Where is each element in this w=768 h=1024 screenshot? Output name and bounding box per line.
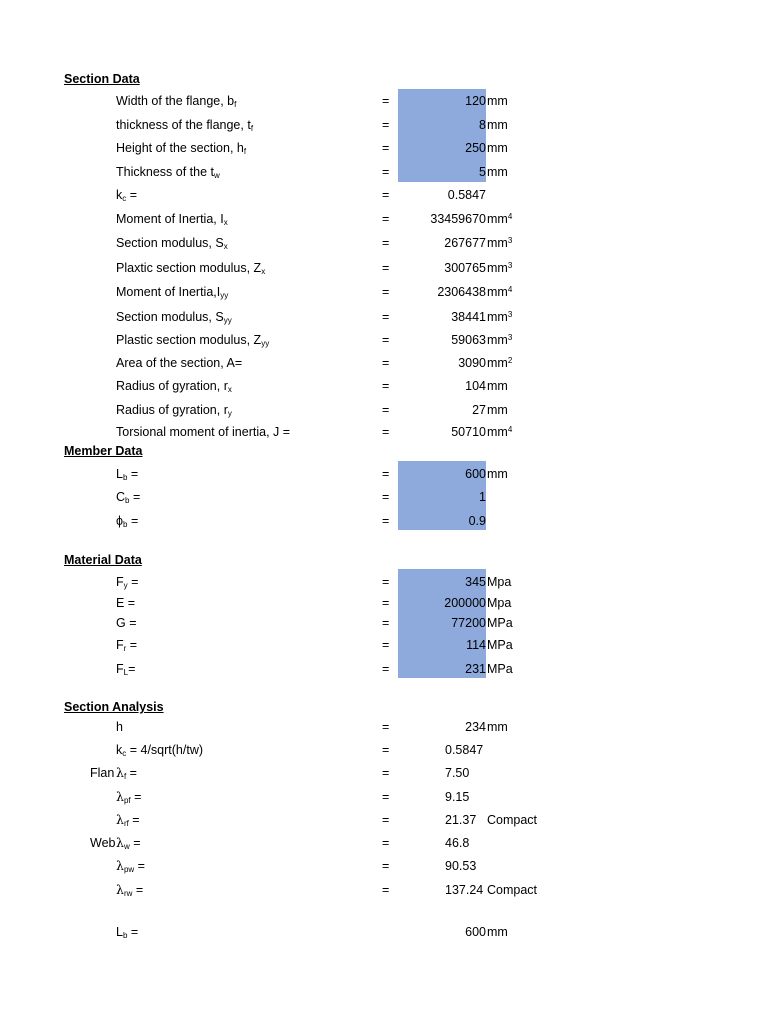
- label-text: Plaxtic section modulus, Z: [116, 261, 262, 275]
- row-unit: Mpa: [487, 575, 512, 589]
- equals-sign: =: [382, 596, 390, 610]
- row-value: 267677: [444, 236, 486, 250]
- side-label: Web: [90, 836, 116, 850]
- row-label: [116, 257, 265, 279]
- equals-sign: =: [382, 310, 390, 324]
- equals-sign: =: [382, 743, 390, 757]
- row-unit: mm: [487, 379, 508, 393]
- row-unit: MPa: [487, 638, 513, 652]
- equals-sign: =: [382, 883, 390, 897]
- label-subscript: w: [123, 842, 130, 851]
- row-value: 114: [466, 638, 486, 652]
- label-subscript: yy: [223, 316, 232, 325]
- row-label: [116, 786, 141, 808]
- equals-sign: =: [382, 333, 390, 347]
- equals-sign: =: [382, 188, 390, 202]
- table-row: [0, 658, 768, 680]
- row-unit: mm: [487, 94, 508, 108]
- label-suffix: =: [134, 859, 145, 873]
- unit-superscript: 4: [507, 425, 513, 434]
- table-row: [0, 352, 768, 374]
- equals-sign: =: [382, 141, 390, 155]
- unit-superscript: 4: [507, 285, 513, 294]
- label-suffix: = 4/sqrt(h/tw): [126, 743, 204, 757]
- heading-member-data: Member Data: [64, 444, 143, 458]
- label-subscript: b: [125, 496, 130, 505]
- table-row: [0, 592, 768, 614]
- table-row: [0, 421, 768, 443]
- side-label: Flan: [90, 766, 115, 780]
- row-value: 50710: [451, 425, 486, 439]
- row-unit: mm: [487, 403, 508, 417]
- row-value: 27: [472, 403, 486, 417]
- table-row: [0, 786, 768, 808]
- row-label: [116, 486, 140, 508]
- table-row: [0, 161, 768, 183]
- row-unit: $mm^3$: [487, 261, 513, 275]
- row-label: [116, 184, 137, 206]
- label-subscript: b: [122, 931, 128, 940]
- equals-sign: =: [382, 165, 390, 179]
- table-row: [0, 716, 768, 738]
- row-label: [116, 739, 203, 761]
- row-unit: mm: [487, 925, 508, 939]
- equals-sign: =: [382, 261, 390, 275]
- row-value: 104: [465, 379, 486, 393]
- row-value: 600: [465, 467, 486, 481]
- row-label: [116, 879, 143, 901]
- label-subscript: x: [223, 242, 228, 251]
- table-row: [0, 879, 768, 901]
- label-text: Section modulus, S: [116, 236, 224, 250]
- row-label: [116, 161, 220, 183]
- label-suffix: =: [127, 575, 139, 589]
- table-row: [0, 571, 768, 593]
- row-unit: mm: [487, 467, 508, 481]
- label-text: Moment of Inertia, I: [116, 212, 224, 226]
- label-text: λ: [116, 789, 124, 804]
- row-value: 8: [479, 118, 486, 132]
- table-row: [0, 762, 768, 784]
- table-row: [0, 921, 768, 943]
- label-suffix: =: [126, 638, 138, 652]
- label-subscript: rw: [123, 889, 133, 898]
- row-label: [116, 510, 138, 532]
- label-subscript: b: [122, 473, 128, 482]
- equals-sign: =: [382, 859, 390, 873]
- label-text: L: [116, 925, 123, 939]
- table-row: [0, 399, 768, 421]
- row-label: [116, 375, 232, 397]
- table-row: [0, 855, 768, 877]
- heading-material-data: Material Data: [64, 553, 142, 567]
- row-value: 7.50: [445, 766, 470, 780]
- row-value: 2306438: [437, 285, 486, 299]
- unit-superscript: 3: [507, 310, 513, 319]
- label-subscript: pf: [123, 796, 131, 805]
- row-label: [116, 592, 135, 614]
- label-suffix: =: [126, 766, 137, 780]
- row-label: [116, 399, 232, 421]
- row-value: 3090: [458, 356, 486, 370]
- row-unit: $mm^3$: [487, 333, 513, 347]
- label-subscript: c: [122, 749, 127, 758]
- row-value: 0.9: [468, 514, 486, 528]
- row-value: 77200: [451, 616, 486, 630]
- label-text: C: [116, 490, 126, 504]
- row-unit: MPa: [487, 662, 513, 676]
- label-text: F: [116, 638, 124, 652]
- label-subscript: L: [123, 668, 129, 677]
- heading-section-data: Section Data: [64, 72, 140, 86]
- row-value: 38441: [451, 310, 486, 324]
- table-row: [0, 90, 768, 112]
- table-row: [0, 281, 768, 303]
- table-row: [0, 832, 768, 854]
- row-label: [116, 571, 138, 593]
- label-suffix: =: [128, 662, 136, 676]
- row-value: 1: [479, 490, 486, 504]
- unit-superscript: 3: [507, 333, 513, 342]
- label-text: Height of the section, h: [116, 141, 244, 155]
- equals-sign: =: [382, 379, 390, 393]
- row-unit: MPa: [487, 616, 513, 630]
- label-text: Section modulus, S: [116, 310, 224, 324]
- row-value: 231: [465, 662, 486, 676]
- row-label: [116, 306, 232, 328]
- equals-sign: =: [382, 118, 390, 132]
- row-value: 234: [465, 720, 486, 734]
- row-unit: mm: [487, 118, 508, 132]
- row-value: 250: [465, 141, 486, 155]
- equals-sign: =: [382, 514, 390, 528]
- label-text: k: [116, 188, 123, 202]
- label-suffix: =: [130, 790, 142, 804]
- row-unit: $mm^2$: [487, 356, 513, 370]
- label-subscript: c: [122, 194, 127, 203]
- label-subscript: x: [227, 385, 232, 394]
- table-row: [0, 612, 768, 634]
- table-row: [0, 257, 768, 279]
- row-label: [116, 634, 137, 656]
- label-text: Radius of gyration, r: [116, 379, 228, 393]
- label-subscript: b: [123, 520, 128, 529]
- label-text: Plastic section modulus, Z: [116, 333, 262, 347]
- table-row: [0, 375, 768, 397]
- equals-sign: =: [382, 212, 390, 226]
- label-subscript: y: [123, 581, 128, 590]
- label-text: λ: [116, 835, 124, 850]
- row-label: [116, 832, 141, 854]
- row-value: 137.24: [445, 883, 484, 897]
- table-row: [0, 306, 768, 328]
- row-value: 90.53: [445, 859, 477, 873]
- row-unit: $mm^4$: [487, 285, 513, 299]
- label-subscript: yy: [220, 291, 229, 300]
- label-subscript: yy: [261, 339, 270, 348]
- equals-sign: =: [382, 720, 390, 734]
- row-unit: $mm^4$: [487, 212, 513, 226]
- table-row: [0, 232, 768, 254]
- label-text: Radius of gyration, r: [116, 403, 228, 417]
- row-value: 0.5847: [445, 743, 484, 757]
- equals-sign: =: [382, 790, 390, 804]
- row-label: [116, 855, 145, 877]
- label-text: Area of the section, A=: [116, 356, 243, 370]
- row-label: [116, 281, 228, 303]
- label-suffix: =: [129, 836, 141, 850]
- equals-sign: =: [382, 285, 390, 299]
- table-row: [0, 510, 768, 532]
- equals-sign: =: [382, 94, 390, 108]
- label-subscript: r: [123, 644, 127, 653]
- equals-sign: =: [382, 616, 390, 630]
- label-suffix: =: [127, 467, 139, 481]
- equals-sign: =: [382, 836, 390, 850]
- label-text: F: [116, 575, 124, 589]
- label-text: λ: [116, 882, 124, 897]
- table-row: [0, 208, 768, 230]
- label-subscript: f: [234, 100, 237, 109]
- row-value: 21.37: [445, 813, 477, 827]
- table-row: [0, 809, 768, 831]
- heading-section-analysis: Section Analysis: [64, 700, 164, 714]
- label-text: G =: [116, 616, 137, 630]
- equals-sign: =: [382, 467, 390, 481]
- equals-sign: =: [382, 638, 390, 652]
- unit-superscript: 2: [507, 356, 513, 365]
- label-subscript: x: [223, 218, 228, 227]
- unit-superscript: 3: [507, 261, 513, 270]
- label-subscript: w: [213, 171, 220, 180]
- row-value: 46.8: [445, 836, 470, 850]
- row-label: [116, 90, 236, 112]
- row-label: [116, 762, 137, 784]
- row-label: [116, 809, 140, 831]
- row-label: [116, 137, 246, 159]
- table-row: [0, 184, 768, 206]
- label-subscript: pw: [123, 865, 135, 874]
- label-suffix: =: [127, 925, 139, 939]
- label-subscript: f: [250, 124, 254, 133]
- row-label: [116, 352, 242, 374]
- row-label: [116, 612, 137, 634]
- equals-sign: =: [382, 766, 390, 780]
- label-suffix: =: [132, 883, 144, 897]
- label-subscript: y: [227, 409, 232, 418]
- row-label: [116, 114, 253, 136]
- label-text: λ: [116, 858, 124, 873]
- row-label: [116, 716, 123, 738]
- equals-sign: =: [382, 490, 390, 504]
- table-row: [0, 486, 768, 508]
- table-row: [0, 463, 768, 485]
- label-text: ϕ: [116, 514, 124, 528]
- row-unit: mm: [487, 141, 508, 155]
- row-value: 200000: [444, 596, 486, 610]
- label-subscript: f: [243, 147, 247, 156]
- row-label: [116, 329, 269, 351]
- equals-sign: =: [382, 813, 390, 827]
- label-suffix: =: [128, 813, 140, 827]
- row-unit: $mm^3$: [487, 236, 513, 250]
- label-suffix: =: [127, 514, 139, 528]
- row-label: [116, 921, 138, 943]
- table-row: [0, 634, 768, 656]
- table-row: [0, 739, 768, 761]
- row-value: 33459670: [430, 212, 486, 226]
- label-text: E =: [116, 596, 136, 610]
- label-text: Thickness of the t: [116, 165, 214, 179]
- unit-superscript: 3: [507, 236, 513, 245]
- row-value: 345: [465, 575, 486, 589]
- equals-sign: =: [382, 403, 390, 417]
- unit-superscript: 4: [507, 212, 513, 221]
- row-unit: mm: [487, 165, 508, 179]
- label-subscript: x: [261, 267, 266, 276]
- label-suffix: =: [126, 188, 138, 202]
- label-subscript: rf: [123, 819, 129, 828]
- label-text: F: [116, 662, 124, 676]
- row-unit: $mm^3$: [487, 310, 513, 324]
- label-text: thickness of the flange, t: [116, 118, 251, 132]
- row-label: [116, 463, 138, 485]
- equals-sign: =: [382, 425, 390, 439]
- label-text: L: [116, 467, 123, 481]
- label-text: Moment of Inertia,I: [116, 285, 221, 299]
- row-label: [116, 232, 228, 254]
- label-subscript: f: [123, 772, 127, 781]
- label-text: λ: [116, 765, 124, 780]
- row-value: 9.15: [445, 790, 470, 804]
- label-text: λ: [116, 812, 124, 827]
- row-unit: $mm^4$: [487, 425, 513, 439]
- label-text: Width of the flange, b: [116, 94, 235, 108]
- equals-sign: =: [382, 662, 390, 676]
- label-text: h: [116, 720, 123, 734]
- table-row: [0, 329, 768, 351]
- row-value: 59063: [451, 333, 486, 347]
- table-row: [0, 114, 768, 136]
- equals-sign: =: [382, 236, 390, 250]
- row-unit: Compact: [487, 883, 538, 897]
- row-label: [116, 421, 290, 443]
- row-value: 300765: [444, 261, 486, 275]
- equals-sign: =: [382, 575, 390, 589]
- label-text: k: [116, 743, 123, 757]
- label-suffix: =: [129, 490, 141, 504]
- row-value: 120: [465, 94, 486, 108]
- row-unit: Compact: [487, 813, 538, 827]
- table-row: [0, 137, 768, 159]
- equals-sign: =: [382, 356, 390, 370]
- row-unit: Mpa: [487, 596, 512, 610]
- label-text: Torsional moment of inertia, J =: [116, 425, 291, 439]
- row-unit: mm: [487, 720, 508, 734]
- row-label: [116, 658, 135, 680]
- row-value: 600: [465, 925, 486, 939]
- row-value: 0.5847: [447, 188, 486, 202]
- row-value: 5: [479, 165, 486, 179]
- row-label: [116, 208, 228, 230]
